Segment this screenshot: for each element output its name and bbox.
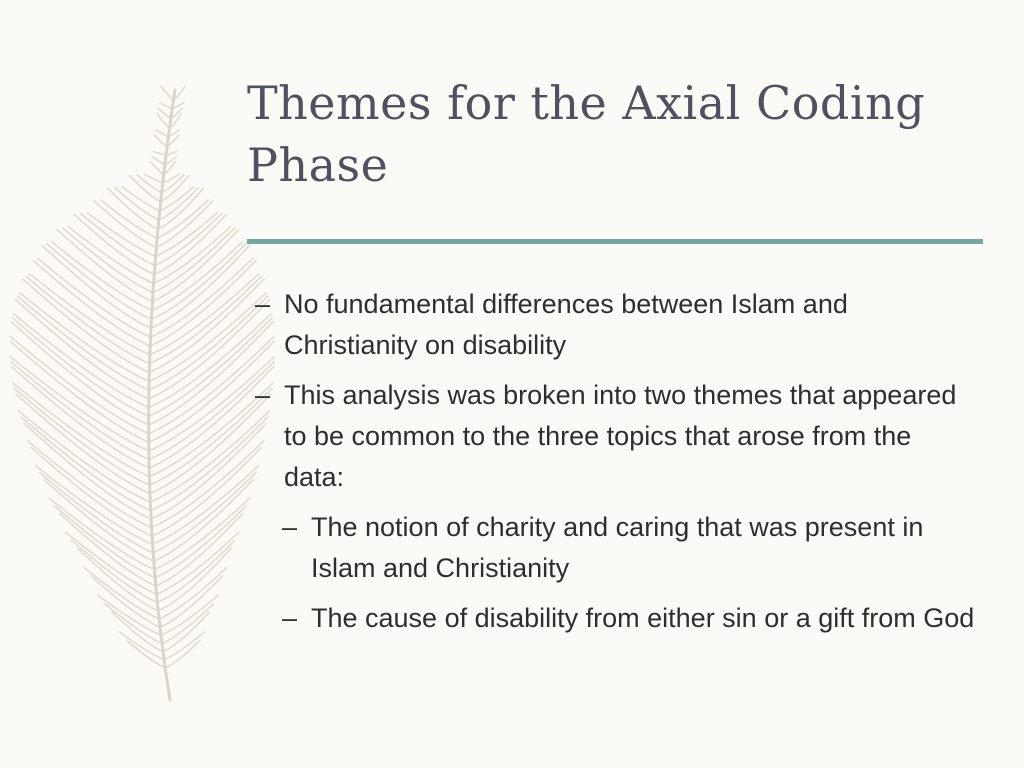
bullet-dash-icon: – — [255, 289, 271, 319]
bullet-dash-icon: – — [255, 380, 271, 410]
slide-title: Themes for the Axial Coding Phase — [247, 76, 926, 192]
bullet-text: The notion of charity and caring that was present in Islam and Christianity — [311, 512, 924, 583]
sub-bullet-item — [282, 598, 975, 639]
bullet-text: No fundamental differences between Islam and Christianity on disability — [284, 289, 848, 360]
title-divider — [247, 239, 983, 244]
bullet-dash-icon: – — [282, 603, 298, 633]
bullet-text: The cause of disability from either sin or a gift from God — [311, 603, 975, 633]
bullet-text: This analysis was broken into two themes that appeared to be common to the three topics that arose from the data: — [284, 380, 957, 492]
bullet-dash-icon: – — [282, 512, 298, 542]
bullet-list — [255, 284, 975, 648]
sub-bullet-item — [282, 507, 975, 589]
bullet-item — [255, 375, 975, 498]
bullet-item — [255, 284, 975, 366]
